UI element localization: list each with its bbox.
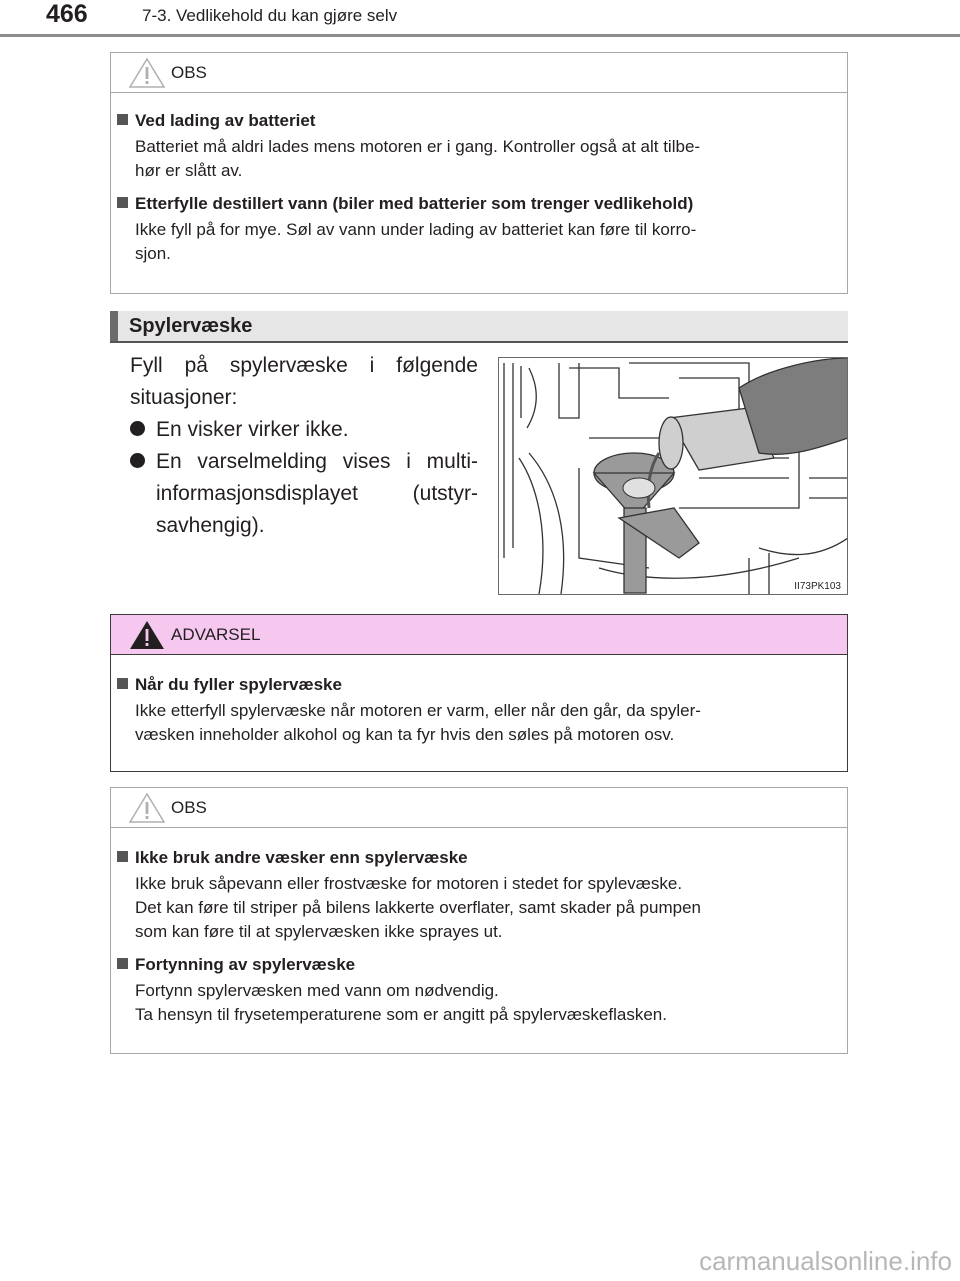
obs-item-text <box>135 979 847 1027</box>
text-line: Ikke bruk såpevann eller frostvæske for motoren i stedet for spylevæske. <box>135 874 683 893</box>
section-heading-text: Spylervæske <box>129 315 253 337</box>
square-bullet-icon <box>117 114 128 125</box>
obs-box-battery <box>110 52 848 294</box>
warning-triangle-icon <box>128 619 166 651</box>
bullet-text: En visker virker ikke. <box>156 418 349 441</box>
text-line: Det kan føre til striper på bilens lakkerte overflater, samt skader på pumpen <box>135 898 701 917</box>
obs-item-text <box>135 872 847 944</box>
text-line: sjon. <box>135 244 171 263</box>
square-bullet-icon <box>117 197 128 208</box>
text-line: informasjonsdisplayet (utstyr- <box>156 482 478 505</box>
square-bullet-icon <box>117 851 128 862</box>
header-divider <box>0 34 960 37</box>
text-line: hør er slått av. <box>135 161 243 180</box>
text-line: væsken inneholder alkohol og kan ta fyr hvis den søles på motoren osv. <box>135 725 675 744</box>
obs-item-text <box>135 218 847 266</box>
warning-item-text <box>135 699 847 747</box>
page-number: 466 <box>46 0 88 28</box>
figure-code: II73PK103 <box>794 581 841 592</box>
obs-box-content <box>111 828 847 1027</box>
section-heading <box>110 311 848 343</box>
warning-box <box>110 614 848 772</box>
caution-triangle-icon <box>128 792 166 824</box>
warning-box-content <box>111 655 847 747</box>
obs-item-distilled-water <box>111 194 847 266</box>
obs-item-text <box>135 135 847 183</box>
square-bullet-icon <box>117 678 128 689</box>
text-line: Fortynn spylervæsken med vann om nødvendig. <box>135 981 499 1000</box>
engine-bay-funnel-drawing <box>499 358 848 595</box>
warning-box-header <box>111 615 847 655</box>
text-line: Ta hensyn til frysetemperaturene som er angitt på spylervæskeflasken. <box>135 1005 667 1024</box>
text-line: som kan føre til at spylervæsken ikke sprayes ut. <box>135 922 503 941</box>
obs-item-other-fluids <box>111 848 847 944</box>
section-title-header: 7-3. Vedlikehold du kan gjøre selv <box>142 6 398 25</box>
text-line: Fyll på spylervæske i følgende <box>130 354 478 377</box>
obs-item-title: Ved lading av batteriet <box>135 111 316 130</box>
text-line: Ikke fyll på for mye. Søl av vann under lading av batteriet kan føre til korro- <box>135 220 697 239</box>
square-bullet-icon <box>117 958 128 969</box>
obs-item-battery-charging <box>111 111 847 183</box>
obs-title: OBS <box>171 798 207 817</box>
warning-item-filling <box>111 675 847 747</box>
round-bullet-icon <box>130 421 145 436</box>
intro-paragraph <box>130 350 478 414</box>
obs-item-title: Fortynning av spylervæske <box>135 955 356 974</box>
obs-item-title: Ikke bruk andre væsker enn spylervæske <box>135 848 468 867</box>
round-bullet-icon <box>130 453 145 468</box>
obs-box-washer <box>110 787 848 1054</box>
caution-triangle-icon <box>128 57 166 89</box>
text-line: Batteriet må aldri lades mens motoren er i gang. Kontroller også at alt tilbe- <box>135 137 701 156</box>
obs-item-dilution <box>111 955 847 1027</box>
watermark: carmanualsonline.info <box>699 1246 952 1276</box>
bullet-text <box>156 446 478 542</box>
obs-title: OBS <box>171 63 207 82</box>
text-line: En varselmelding vises i multi- <box>156 450 478 473</box>
obs-box-header <box>111 788 847 828</box>
warning-title: ADVARSEL <box>171 625 261 644</box>
obs-box-content <box>111 93 847 266</box>
obs-box-header <box>111 53 847 93</box>
washer-fluid-illustration <box>498 357 848 595</box>
text-line: situasjoner: <box>130 386 238 409</box>
text-line: Ikke etterfyll spylervæske når motoren er varm, eller når den går, da spyler- <box>135 701 701 720</box>
text-line: savhengig). <box>156 514 265 537</box>
obs-item-title: Etterfylle destillert vann (biler med batterier som trenger vedlikehold) <box>135 194 694 213</box>
warning-item-title: Når du fyller spylervæske <box>135 675 342 694</box>
heading-accent-bar <box>110 311 118 341</box>
